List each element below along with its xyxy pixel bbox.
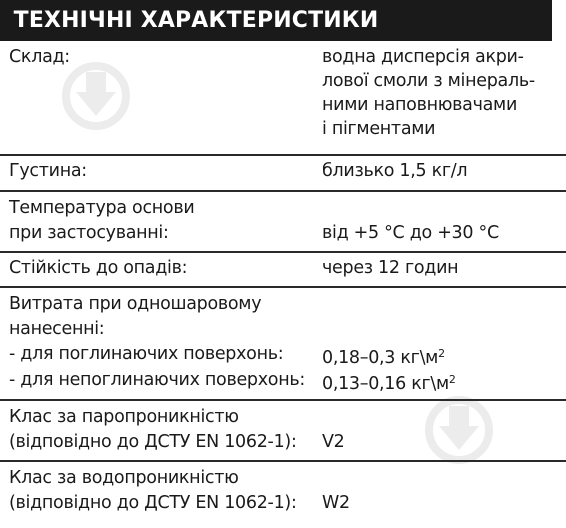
rain-resistance-value: через 12 годин [322, 258, 459, 278]
density-value: близько 1,5 кг/л [322, 161, 468, 181]
temperature-value: від +5 °С до +30 °С [322, 223, 499, 243]
consumption-label-line: - для поглинаючих поверхонь: [9, 344, 284, 364]
row-divider [0, 286, 566, 288]
row-divider [0, 460, 566, 462]
temperature-label-line: при застосуванні: [9, 223, 169, 243]
consumption-value-absorbent: 0,18–0,3 $кг\backslash м^2$ [322, 347, 445, 368]
composition-value-line: і пігментами [322, 119, 436, 139]
composition-value-line: лової смоли з мінераль- [322, 71, 535, 91]
rain-resistance-label: Стійкість до опадів: [9, 258, 188, 278]
consumption-label-line: нанесенні: [9, 319, 105, 339]
vapor-class-label-line: Клас за паропроникністю [9, 407, 239, 427]
section-title: ТЕХНІЧНІ ХАРАКТЕРИСТИКИ [0, 0, 552, 41]
temperature-label-line: Температура основи [9, 198, 195, 218]
superscript: 2 [438, 347, 445, 360]
row-divider [0, 154, 566, 156]
density-label: Густина: [9, 161, 87, 181]
water-class-value: W2 [322, 493, 350, 513]
row-divider [0, 190, 566, 192]
superscript: 2 [448, 373, 456, 386]
row-divider [0, 251, 566, 253]
consumption-label-line: Витрата при одношаровому [9, 294, 262, 314]
water-class-label-line: (відповідно до ДСТУ EN 1062-1): [9, 493, 297, 513]
water-class-label-line: Клас за водопроникністю [9, 468, 239, 488]
download-arrow-icon [60, 58, 132, 138]
vapor-class-value: V2 [322, 432, 345, 452]
composition-value-line: ними наповнювачами [322, 95, 518, 115]
consumption-value-nonabsorbent: 0,13–0,16 $кг\backslash м^2$ [322, 373, 456, 394]
row-divider [0, 399, 566, 401]
consumption-label-line: - для непоглинаючих поверхонь: [9, 370, 305, 390]
vapor-class-label-line: (відповідно до ДСТУ EN 1062-1): [9, 432, 297, 452]
composition-label: Склад: [9, 47, 70, 67]
composition-value-line: водна дисперсія акри- [322, 47, 524, 67]
